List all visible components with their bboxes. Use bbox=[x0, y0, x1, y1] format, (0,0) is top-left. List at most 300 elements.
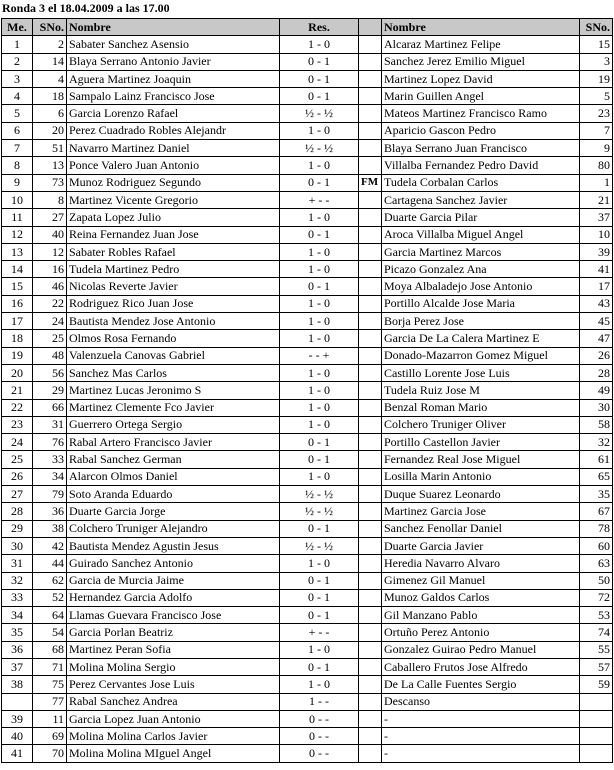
table-row bbox=[2, 745, 613, 762]
cell-title bbox=[359, 70, 382, 87]
cell-result: 1 - 0 bbox=[280, 676, 359, 693]
cell-title bbox=[359, 589, 382, 606]
cell-title bbox=[359, 468, 382, 485]
cell-sno: 56 bbox=[33, 364, 67, 381]
cell-title bbox=[359, 382, 382, 399]
cell-black-player: - bbox=[382, 728, 580, 745]
cell-me: 41 bbox=[2, 745, 33, 762]
cell-sno: 51 bbox=[33, 140, 67, 157]
cell-white-player: Sampalo Lainz Francisco Jose bbox=[67, 88, 280, 105]
cell-black-player: Portillo Castellon Javier bbox=[382, 434, 580, 451]
cell-white-player: Perez Cervantes Jose Luis bbox=[67, 676, 280, 693]
cell-me: 4 bbox=[2, 88, 33, 105]
cell-me: 28 bbox=[2, 503, 33, 520]
cell-result: + - - bbox=[280, 191, 359, 208]
cell-result: 1 - 0 bbox=[280, 416, 359, 433]
cell-black-player: Castillo Lorente Jose Luis bbox=[382, 364, 580, 381]
cell-sno: 18 bbox=[33, 88, 67, 105]
cell-sno2 bbox=[580, 710, 613, 727]
cell-black-player: Duque Suarez Leonardo bbox=[382, 486, 580, 503]
table-row bbox=[2, 364, 613, 381]
cell-result: 1 - 0 bbox=[280, 555, 359, 572]
cell-black-player: Sanchez Jerez Emilio Miguel bbox=[382, 53, 580, 70]
cell-title bbox=[359, 209, 382, 226]
cell-sno2: 9 bbox=[580, 140, 613, 157]
cell-me: 19 bbox=[2, 347, 33, 364]
cell-white-player: Valenzuela Canovas Gabriel bbox=[67, 347, 280, 364]
cell-result: - - + bbox=[280, 347, 359, 364]
cell-title bbox=[359, 451, 382, 468]
cell-sno2: 59 bbox=[580, 676, 613, 693]
cell-me: 25 bbox=[2, 451, 33, 468]
cell-sno2: 17 bbox=[580, 278, 613, 295]
cell-result: 0 - 1 bbox=[280, 70, 359, 87]
cell-sno: 52 bbox=[33, 589, 67, 606]
cell-result: 0 - - bbox=[280, 745, 359, 762]
cell-sno: 70 bbox=[33, 745, 67, 762]
cell-white-player: Ponce Valero Juan Antonio bbox=[67, 157, 280, 174]
col-header-title bbox=[359, 19, 382, 36]
cell-me: 12 bbox=[2, 226, 33, 243]
cell-sno: 11 bbox=[33, 710, 67, 727]
cell-result: 0 - 1 bbox=[280, 226, 359, 243]
cell-sno2: 35 bbox=[580, 486, 613, 503]
cell-sno: 13 bbox=[33, 157, 67, 174]
table-row bbox=[2, 313, 613, 330]
cell-title bbox=[359, 710, 382, 727]
cell-sno2: 53 bbox=[580, 607, 613, 624]
table-row bbox=[2, 295, 613, 312]
cell-white-player: Soto Aranda Eduardo bbox=[67, 486, 280, 503]
cell-title bbox=[359, 486, 382, 503]
cell-result: 0 - 1 bbox=[280, 174, 359, 191]
cell-sno: 66 bbox=[33, 399, 67, 416]
cell-black-player: Martinez Lopez David bbox=[382, 70, 580, 87]
cell-sno: 76 bbox=[33, 434, 67, 451]
cell-sno2: 63 bbox=[580, 555, 613, 572]
cell-black-player: Picazo Gonzalez Ana bbox=[382, 261, 580, 278]
cell-title bbox=[359, 624, 382, 641]
cell-black-player: Villalba Fernandez Pedro David bbox=[382, 157, 580, 174]
cell-black-player: Benzal Roman Mario bbox=[382, 399, 580, 416]
cell-sno: 33 bbox=[33, 451, 67, 468]
cell-black-player: Caballero Frutos Jose Alfredo bbox=[382, 658, 580, 675]
cell-black-player: Colchero Truniger Oliver bbox=[382, 416, 580, 433]
cell-black-player: Marin Guillen Angel bbox=[382, 88, 580, 105]
cell-me: 32 bbox=[2, 572, 33, 589]
cell-result: 0 - 1 bbox=[280, 434, 359, 451]
cell-me: 23 bbox=[2, 416, 33, 433]
table-row bbox=[2, 676, 613, 693]
cell-result: 0 - 1 bbox=[280, 278, 359, 295]
cell-me: 36 bbox=[2, 641, 33, 658]
cell-white-player: Martinez Vicente Gregorio bbox=[67, 191, 280, 208]
table-row bbox=[2, 243, 613, 260]
cell-title bbox=[359, 295, 382, 312]
cell-white-player: Blaya Serrano Antonio Javier bbox=[67, 53, 280, 70]
cell-sno2: 3 bbox=[580, 53, 613, 70]
col-header-me: Me. bbox=[2, 19, 33, 36]
cell-title bbox=[359, 157, 382, 174]
cell-black-player: Aroca Villalba Miguel Angel bbox=[382, 226, 580, 243]
cell-me: 31 bbox=[2, 555, 33, 572]
cell-black-player: Cartagena Sanchez Javier bbox=[382, 191, 580, 208]
cell-white-player: Garcia Lorenzo Rafael bbox=[67, 105, 280, 122]
table-row bbox=[2, 555, 613, 572]
cell-sno2: 67 bbox=[580, 503, 613, 520]
table-row bbox=[2, 88, 613, 105]
cell-result: 0 - 1 bbox=[280, 451, 359, 468]
cell-me: 17 bbox=[2, 313, 33, 330]
cell-black-player: Gimenez Gil Manuel bbox=[382, 572, 580, 589]
cell-black-player: Descanso bbox=[382, 693, 580, 710]
cell-me: 33 bbox=[2, 589, 33, 606]
cell-white-player: Garcia de Murcia Jaime bbox=[67, 572, 280, 589]
cell-result: ½ - ½ bbox=[280, 140, 359, 157]
cell-sno: 20 bbox=[33, 122, 67, 139]
cell-result: 0 - 1 bbox=[280, 53, 359, 70]
cell-sno2: 5 bbox=[580, 88, 613, 105]
cell-me: 16 bbox=[2, 295, 33, 312]
table-row bbox=[2, 520, 613, 537]
cell-title bbox=[359, 728, 382, 745]
cell-me: 21 bbox=[2, 382, 33, 399]
cell-result: + - - bbox=[280, 624, 359, 641]
col-header-sno2: SNo. bbox=[580, 19, 613, 36]
cell-me: 1 bbox=[2, 36, 33, 53]
cell-result: ½ - ½ bbox=[280, 105, 359, 122]
table-row bbox=[2, 572, 613, 589]
table-row bbox=[2, 693, 613, 710]
table-row bbox=[2, 434, 613, 451]
cell-sno2: 65 bbox=[580, 468, 613, 485]
cell-sno: 22 bbox=[33, 295, 67, 312]
cell-black-player: Munoz Galdos Carlos bbox=[382, 589, 580, 606]
cell-me: 40 bbox=[2, 728, 33, 745]
table-row bbox=[2, 105, 613, 122]
cell-sno: 42 bbox=[33, 537, 67, 554]
cell-sno: 68 bbox=[33, 641, 67, 658]
cell-sno2: 58 bbox=[580, 416, 613, 433]
cell-black-player: Sanchez Fenollar Daniel bbox=[382, 520, 580, 537]
cell-black-player: Tudela Ruiz Jose M bbox=[382, 382, 580, 399]
cell-result: 1 - 0 bbox=[280, 399, 359, 416]
cell-white-player: Rodriguez Rico Juan Jose bbox=[67, 295, 280, 312]
table-row bbox=[2, 157, 613, 174]
cell-white-player: Reina Fernandez Juan Jose bbox=[67, 226, 280, 243]
cell-sno: 36 bbox=[33, 503, 67, 520]
cell-result: 0 - 1 bbox=[280, 658, 359, 675]
cell-me: 24 bbox=[2, 434, 33, 451]
cell-me: 20 bbox=[2, 364, 33, 381]
cell-white-player: Olmos Rosa Fernando bbox=[67, 330, 280, 347]
cell-white-player: Aguera Martinez Joaquin bbox=[67, 70, 280, 87]
cell-black-player: Aparicio Gascon Pedro bbox=[382, 122, 580, 139]
table-row bbox=[2, 191, 613, 208]
cell-result: 1 - 0 bbox=[280, 157, 359, 174]
cell-black-player: De La Calle Fuentes Sergio bbox=[382, 676, 580, 693]
cell-me: 30 bbox=[2, 537, 33, 554]
cell-me: 7 bbox=[2, 140, 33, 157]
table-row bbox=[2, 658, 613, 675]
cell-result: 1 - 0 bbox=[280, 313, 359, 330]
cell-me: 9 bbox=[2, 174, 33, 191]
cell-sno: 48 bbox=[33, 347, 67, 364]
pairings-table bbox=[1, 18, 613, 763]
col-header-sno: SNo. bbox=[33, 19, 67, 36]
table-row bbox=[2, 347, 613, 364]
table-row bbox=[2, 174, 613, 191]
cell-sno2: 57 bbox=[580, 658, 613, 675]
cell-me: 15 bbox=[2, 278, 33, 295]
cell-me: 2 bbox=[2, 53, 33, 70]
table-row bbox=[2, 278, 613, 295]
cell-black-player: Gonzalez Guirao Pedro Manuel bbox=[382, 641, 580, 658]
cell-sno: 4 bbox=[33, 70, 67, 87]
cell-result: 0 - 1 bbox=[280, 88, 359, 105]
cell-sno2: 1 bbox=[580, 174, 613, 191]
cell-sno: 14 bbox=[33, 53, 67, 70]
cell-white-player: Llamas Guevara Francisco Jose bbox=[67, 607, 280, 624]
cell-white-player: Perez Cuadrado Robles Alejandr bbox=[67, 122, 280, 139]
cell-title bbox=[359, 520, 382, 537]
cell-sno2 bbox=[580, 728, 613, 745]
cell-title bbox=[359, 503, 382, 520]
cell-title bbox=[359, 313, 382, 330]
cell-title bbox=[359, 191, 382, 208]
table-row bbox=[2, 122, 613, 139]
cell-sno2: 41 bbox=[580, 261, 613, 278]
cell-sno2 bbox=[580, 693, 613, 710]
cell-me: 29 bbox=[2, 520, 33, 537]
cell-sno2: 7 bbox=[580, 122, 613, 139]
cell-white-player: Sabater Robles Rafael bbox=[67, 243, 280, 260]
cell-result: 1 - 0 bbox=[280, 209, 359, 226]
cell-sno: 27 bbox=[33, 209, 67, 226]
cell-black-player: Martinez Garcia Jose bbox=[382, 503, 580, 520]
cell-title bbox=[359, 261, 382, 278]
cell-sno: 62 bbox=[33, 572, 67, 589]
cell-sno: 12 bbox=[33, 243, 67, 260]
cell-white-player: Nicolas Reverte Javier bbox=[67, 278, 280, 295]
cell-title bbox=[359, 226, 382, 243]
cell-me: 14 bbox=[2, 261, 33, 278]
cell-black-player: Gil Manzano Pablo bbox=[382, 607, 580, 624]
cell-me: 10 bbox=[2, 191, 33, 208]
cell-white-player: Rabal Sanchez German bbox=[67, 451, 280, 468]
table-row bbox=[2, 468, 613, 485]
cell-black-player: Garcia De La Calera Martinez E bbox=[382, 330, 580, 347]
cell-result: 1 - 0 bbox=[280, 261, 359, 278]
cell-white-player: Colchero Truniger Alejandro bbox=[67, 520, 280, 537]
cell-white-player: Bautista Mendez Jose Antonio bbox=[67, 313, 280, 330]
cell-me: 22 bbox=[2, 399, 33, 416]
cell-sno: 34 bbox=[33, 468, 67, 485]
table-row bbox=[2, 140, 613, 157]
cell-title bbox=[359, 122, 382, 139]
cell-sno2: 37 bbox=[580, 209, 613, 226]
cell-me: 6 bbox=[2, 122, 33, 139]
table-row bbox=[2, 261, 613, 278]
cell-result: 1 - 0 bbox=[280, 364, 359, 381]
cell-title bbox=[359, 676, 382, 693]
col-header-nombre: Nombre bbox=[67, 19, 280, 36]
cell-title bbox=[359, 330, 382, 347]
cell-white-player: Zapata Lopez Julio bbox=[67, 209, 280, 226]
cell-sno: 29 bbox=[33, 382, 67, 399]
cell-sno2: 28 bbox=[580, 364, 613, 381]
cell-sno: 38 bbox=[33, 520, 67, 537]
cell-black-player: Mateos Martinez Francisco Ramo bbox=[382, 105, 580, 122]
cell-result: 0 - 1 bbox=[280, 607, 359, 624]
cell-title bbox=[359, 555, 382, 572]
cell-me: 3 bbox=[2, 70, 33, 87]
cell-me bbox=[2, 693, 33, 710]
table-row bbox=[2, 330, 613, 347]
cell-me: 26 bbox=[2, 468, 33, 485]
table-row bbox=[2, 641, 613, 658]
cell-white-player: Rabal Sanchez Andrea bbox=[67, 693, 280, 710]
cell-sno2: 26 bbox=[580, 347, 613, 364]
cell-result: 0 - 1 bbox=[280, 589, 359, 606]
table-row bbox=[2, 70, 613, 87]
cell-sno: 71 bbox=[33, 658, 67, 675]
cell-title bbox=[359, 745, 382, 762]
cell-sno: 75 bbox=[33, 676, 67, 693]
cell-result: 0 - 1 bbox=[280, 520, 359, 537]
cell-sno2: 19 bbox=[580, 70, 613, 87]
cell-sno: 6 bbox=[33, 105, 67, 122]
table-row bbox=[2, 382, 613, 399]
cell-white-player: Munoz Rodriguez Segundo bbox=[67, 174, 280, 191]
table-row bbox=[2, 728, 613, 745]
cell-white-player: Guerrero Ortega Sergio bbox=[67, 416, 280, 433]
round-title: Ronda 3 el 18.04.2009 a las 17.00 bbox=[2, 1, 170, 15]
cell-title bbox=[359, 607, 382, 624]
cell-sno: 79 bbox=[33, 486, 67, 503]
cell-sno: 64 bbox=[33, 607, 67, 624]
cell-title bbox=[359, 641, 382, 658]
cell-sno: 40 bbox=[33, 226, 67, 243]
cell-title: FM bbox=[359, 174, 382, 191]
cell-sno2: 74 bbox=[580, 624, 613, 641]
cell-title bbox=[359, 434, 382, 451]
cell-black-player: Moya Albaladejo Jose Antonio bbox=[382, 278, 580, 295]
cell-white-player: Hernandez Garcia Adolfo bbox=[67, 589, 280, 606]
cell-black-player: Heredia Navarro Alvaro bbox=[382, 555, 580, 572]
cell-white-player: Guirado Sanchez Antonio bbox=[67, 555, 280, 572]
cell-result: ½ - ½ bbox=[280, 537, 359, 554]
cell-black-player: Garcia Martinez Marcos bbox=[382, 243, 580, 260]
cell-title bbox=[359, 347, 382, 364]
cell-sno2: 23 bbox=[580, 105, 613, 122]
cell-me: 34 bbox=[2, 607, 33, 624]
cell-black-player: Duarte Garcia Pilar bbox=[382, 209, 580, 226]
cell-title bbox=[359, 243, 382, 260]
cell-white-player: Alarcon Olmos Daniel bbox=[67, 468, 280, 485]
cell-white-player: Molina Molina Carlos Javier bbox=[67, 728, 280, 745]
cell-title bbox=[359, 105, 382, 122]
cell-sno2: 80 bbox=[580, 157, 613, 174]
table-row bbox=[2, 589, 613, 606]
cell-black-player: Ortuño Perez Antonio bbox=[382, 624, 580, 641]
cell-black-player: - bbox=[382, 710, 580, 727]
cell-title bbox=[359, 53, 382, 70]
cell-sno2: 43 bbox=[580, 295, 613, 312]
cell-black-player: Donado-Mazarron Gomez Miguel bbox=[382, 347, 580, 364]
table-row bbox=[2, 537, 613, 554]
cell-sno2: 47 bbox=[580, 330, 613, 347]
cell-sno2: 10 bbox=[580, 226, 613, 243]
col-header-res: Res. bbox=[280, 19, 359, 36]
cell-title bbox=[359, 140, 382, 157]
cell-white-player: Molina Molina Sergio bbox=[67, 658, 280, 675]
cell-black-player: Portillo Alcalde Jose Maria bbox=[382, 295, 580, 312]
cell-black-player: Blaya Serrano Juan Francisco bbox=[382, 140, 580, 157]
cell-title bbox=[359, 658, 382, 675]
cell-sno2: 61 bbox=[580, 451, 613, 468]
cell-title bbox=[359, 693, 382, 710]
cell-me: 27 bbox=[2, 486, 33, 503]
cell-black-player: Borja Perez Jose bbox=[382, 313, 580, 330]
cell-sno: 2 bbox=[33, 36, 67, 53]
table-row bbox=[2, 607, 613, 624]
cell-me: 18 bbox=[2, 330, 33, 347]
cell-title bbox=[359, 36, 382, 53]
cell-result: 1 - 0 bbox=[280, 382, 359, 399]
table-row bbox=[2, 53, 613, 70]
cell-white-player: Tudela Martinez Pedro bbox=[67, 261, 280, 278]
cell-black-player: Duarte Garcia Javier bbox=[382, 537, 580, 554]
cell-black-player: - bbox=[382, 745, 580, 762]
cell-sno: 73 bbox=[33, 174, 67, 191]
cell-sno2: 45 bbox=[580, 313, 613, 330]
cell-black-player: Alcaraz Martinez Felipe bbox=[382, 36, 580, 53]
cell-sno: 24 bbox=[33, 313, 67, 330]
cell-white-player: Martinez Lucas Jeronimo S bbox=[67, 382, 280, 399]
cell-me: 38 bbox=[2, 676, 33, 693]
cell-sno2: 15 bbox=[580, 36, 613, 53]
table-row bbox=[2, 36, 613, 53]
cell-result: 1 - 0 bbox=[280, 468, 359, 485]
cell-sno: 54 bbox=[33, 624, 67, 641]
table-row bbox=[2, 209, 613, 226]
cell-me: 8 bbox=[2, 157, 33, 174]
table-row bbox=[2, 486, 613, 503]
table-row bbox=[2, 416, 613, 433]
cell-black-player: Fernandez Real Jose Miguel bbox=[382, 451, 580, 468]
cell-me: 39 bbox=[2, 710, 33, 727]
cell-result: 0 - - bbox=[280, 728, 359, 745]
cell-sno: 46 bbox=[33, 278, 67, 295]
cell-white-player: Martinez Clemente Fco Javier bbox=[67, 399, 280, 416]
cell-result: 0 - - bbox=[280, 710, 359, 727]
cell-result: 0 - 1 bbox=[280, 572, 359, 589]
cell-sno: 31 bbox=[33, 416, 67, 433]
cell-result: 1 - 0 bbox=[280, 122, 359, 139]
cell-title bbox=[359, 88, 382, 105]
cell-sno2: 55 bbox=[580, 641, 613, 658]
cell-me: 35 bbox=[2, 624, 33, 641]
cell-title bbox=[359, 416, 382, 433]
cell-me: 11 bbox=[2, 209, 33, 226]
cell-sno2: 39 bbox=[580, 243, 613, 260]
cell-white-player: Rabal Artero Francisco Javier bbox=[67, 434, 280, 451]
cell-sno2: 32 bbox=[580, 434, 613, 451]
cell-white-player: Duarte Garcia Jorge bbox=[67, 503, 280, 520]
table-row bbox=[2, 624, 613, 641]
cell-sno: 77 bbox=[33, 693, 67, 710]
